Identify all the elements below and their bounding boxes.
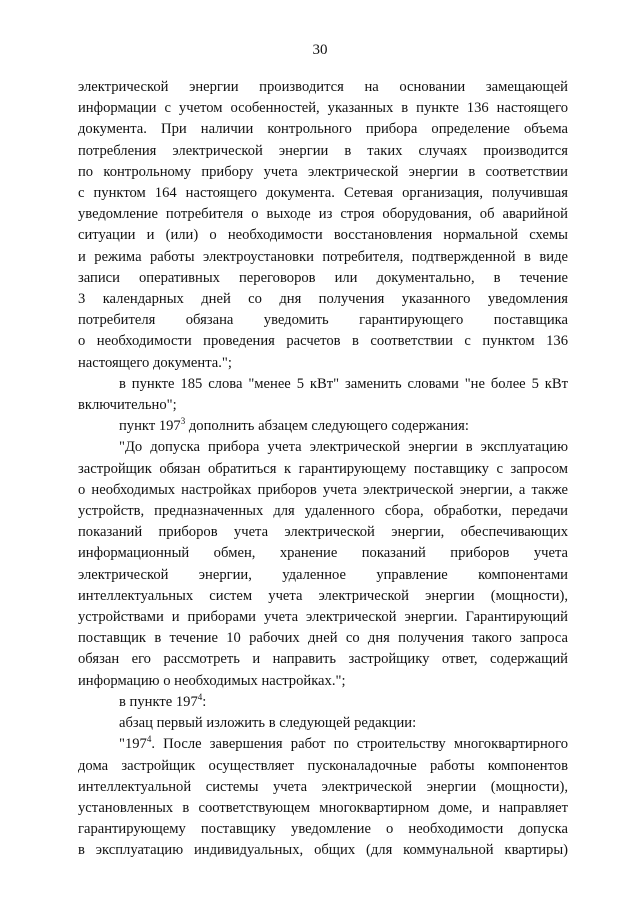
text-line-content: электрической энергии производится на основании замещающей: [78, 79, 568, 95]
text-line-content: записи оперативных переговоров или документально, в течение: [78, 269, 568, 286]
text-line: [78, 141, 568, 162]
text-line-content: о необходимости проведения расчетов в соответствии с пунктом 136: [78, 333, 568, 350]
text-line: [78, 713, 568, 734]
text-line: [78, 331, 568, 352]
text-line: [78, 798, 568, 819]
text-line: [78, 586, 568, 607]
text-line-content: потребления электрической энергии в таких случаях производится: [78, 142, 568, 159]
text-line-content: обязан его рассмотреть и направить застройщику ответ, содержащий: [78, 651, 568, 668]
text-line-content: в эксплуатацию индивидуальных, общих (для коммунальной квартиры): [78, 842, 568, 859]
text-line: [78, 374, 568, 395]
text-line: [78, 289, 568, 310]
text-line: [78, 671, 568, 692]
text-line: [78, 628, 568, 649]
text-line-content: абзац первый изложить в следующей редакции:: [119, 715, 417, 732]
text-line-content: ситуации и (или) о необходимости восстановления нормальной схемы: [78, 227, 568, 244]
text-line-content: уведомление потребителя о выходе из строя оборудования, об аварийной: [78, 206, 568, 223]
text-line-content: устройств, предназначенных для удаленного сбора, обработки, передачи: [78, 503, 568, 520]
text-line-content: в пункте 185 слова "менее 5 кВт" заменить словами "не более 5 кВт: [119, 375, 568, 392]
text-line: [78, 395, 568, 416]
text-line: [78, 692, 568, 713]
text-line: [78, 247, 568, 268]
text-line-content: информационный обмен, хранение показаний приборов учета: [78, 545, 568, 562]
page-number: 30: [312, 42, 328, 58]
text-line: [78, 98, 568, 119]
text-line-content: и режима работы электроустановки потребителя, подтвержденной в виде: [78, 248, 568, 265]
text-line-content: показаний приборов учета электрической энергии, обеспечивающих: [78, 524, 568, 541]
superscript: 4: [146, 734, 152, 745]
text-line: [78, 459, 568, 480]
text-line: [78, 183, 568, 204]
text-line-content: включительно";: [78, 397, 177, 414]
text-line-content: с пунктом 164 настоящего документа. Сетевая организация, получившая: [78, 185, 568, 202]
text-line-content: 3 календарных дней со дня получения указанного уведомления: [78, 291, 568, 308]
text-line: [78, 204, 568, 225]
text-line-content: застройщик обязан обратиться к гарантирующему поставщику с запросом: [78, 460, 568, 477]
text-line-continuation: :: [202, 693, 207, 710]
text-line-content: "197: [119, 736, 147, 753]
text-line: [78, 77, 568, 98]
text-line: [78, 840, 568, 861]
text-line-content: интеллектуальной системы учета электрической энергии (мощности),: [78, 778, 568, 795]
text-line-content: установленных в соответствующем многоквартирном доме, и направляет: [78, 799, 568, 816]
text-line: [78, 607, 568, 628]
text-line-content: документа. При наличии контрольного прибора определение объема: [78, 121, 568, 138]
text-line: [78, 437, 568, 458]
text-line: [78, 522, 568, 543]
text-line-continuation: дополнить абзацем следующего содержания:: [185, 418, 469, 435]
text-line-content: дома застройщик осуществляет пусконаладочные работы компонентов: [78, 757, 568, 774]
text-line: [78, 756, 568, 777]
text-line-content: интеллектуальных систем учета электрической энергии (мощности),: [78, 587, 568, 604]
text-line-content: электрической энергии, удаленное управление компонентами: [78, 566, 568, 583]
superscript: 3: [180, 416, 186, 427]
text-line-content: устройствами и приборами учета электрической энергии. Гарантирующий: [78, 609, 568, 626]
text-line: [78, 777, 568, 798]
text-line: [78, 268, 568, 289]
text-line-content: по контрольному прибору учета электрической энергии в соответствии: [78, 163, 568, 180]
text-line: [78, 353, 568, 374]
text-line-content: информации с учетом особенностей, указанных в пункте 136 настоящего: [78, 100, 568, 117]
text-line-content: пункт 197: [119, 418, 181, 435]
superscript: 4: [197, 691, 203, 702]
text-line-content: "До допуска прибора учета электрической энергии в эксплуатацию: [119, 439, 568, 456]
text-line: [78, 734, 568, 755]
text-line-content: о необходимых настройках приборов учета электрической энергии, а также: [78, 481, 568, 498]
text-line-content: информацию о необходимых настройках.";: [78, 672, 346, 689]
text-line: [78, 310, 568, 331]
text-line-content: гарантирующему поставщику уведомление о необходимости допуска: [78, 821, 568, 838]
text-line: [78, 480, 568, 501]
text-line-continuation: . После завершения работ по строительству многоквартирного: [151, 736, 568, 753]
body-text: [78, 77, 568, 862]
text-line-content: потребителя обязана уведомить гарантирующего поставщика: [78, 312, 568, 329]
text-line: [78, 501, 568, 522]
text-line: [78, 543, 568, 564]
text-line: [78, 225, 568, 246]
text-line: [78, 565, 568, 586]
text-line-content: в пункте 197: [119, 693, 198, 710]
text-line-content: настоящего документа.";: [78, 354, 232, 371]
text-line: [78, 649, 568, 670]
text-line: [78, 416, 568, 437]
text-line-content: поставщик в течение 10 рабочих дней со дня получения такого запроса: [78, 630, 568, 647]
text-line: [78, 119, 568, 140]
text-line: [78, 819, 568, 840]
text-line: [78, 162, 568, 183]
